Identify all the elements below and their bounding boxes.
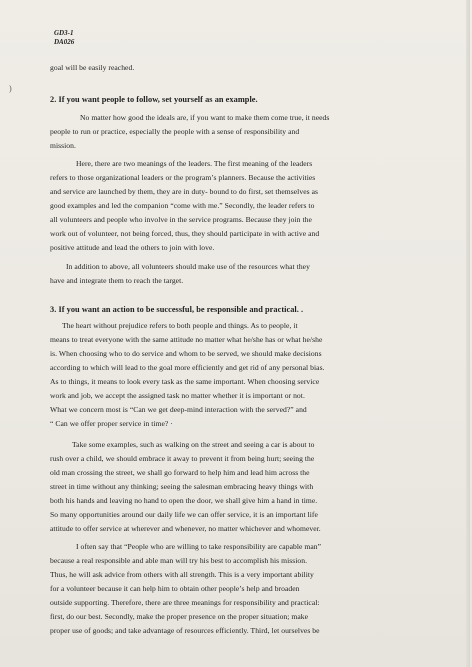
body-line: The heart without prejudice refers to both people and things. As to people, it [62, 321, 298, 330]
body-line: have and integrate them to reach the target. [50, 276, 184, 285]
section-heading-3: 3. If you want an action to be successful, be responsible and practical. . [50, 305, 304, 314]
body-line: street in time without any thinking; seeing the salesman embracing heavy things with [50, 482, 314, 491]
body-line: Here, there are two meanings of the leaders. The first meaning of the leaders [76, 159, 313, 168]
body-line: In addition to above, all volunteers should make use of the resources what they [66, 262, 310, 271]
section-heading-2: 2. If you want people to follow, set yourself as an example. [50, 95, 258, 104]
body-line: means to treat everyone with the same attitude no matter what he/she has or what he/she [50, 335, 323, 344]
body-line: is. When choosing who to do service and whom to be served, we should make decisions [50, 349, 322, 358]
body-line: rush over a child, we should embrace it away to prevent it from being hurt; seeing the [50, 454, 315, 463]
margin-mark: ) [9, 84, 12, 93]
body-line: “ Can we offer proper service in time? · [50, 419, 173, 428]
body-line: Thus, he will ask advice from others with all strength. This is a very important ability [50, 570, 314, 579]
body-line: for a volunteer because it can help him to obtain other people’s help and broaden [50, 584, 300, 593]
body-line: both his hands and leaving no hand to open the door, we shall give him a hand in time. [50, 496, 318, 505]
body-line: according to which will lead to the goal more efficiently and get rid of any personal bias. [50, 363, 325, 372]
body-line: No matter how good the ideals are, if you want to make them come true, it needs [80, 113, 330, 122]
body-line: first, do our best. Secondly, make the proper presence on the proper situation; make [50, 612, 309, 621]
body-line: proper use of goods; and take advantage of resources efficiently. Third, let ourselves be [50, 626, 320, 635]
body-line: attitude to offer service at wherever and whenever, no matter whichever and whomever. [50, 524, 321, 533]
body-line: because a real responsible and able man will try his best to accomplish his mission. [50, 556, 308, 565]
body-line: good examples and led the companion “come with me.” Secondly, the leader refers to [50, 201, 315, 210]
body-line: What we concern most is “Can we get deep-mind interaction with the served?” and [50, 405, 307, 414]
body-line: mission. [50, 141, 76, 150]
body-line: As to things, it means to look every task as the same important. When choosing service [50, 377, 320, 386]
body-line: positive attitude and lead the others to join with love. [50, 243, 215, 252]
body-line: outside supporting. Therefore, there are three meanings for responsibility and practical: [50, 598, 320, 607]
body-line: So many opportunities around our daily life we can offer service, it is an important life [50, 510, 318, 519]
doc-code-1: GD3-1 [54, 29, 74, 37]
body-line: all volunteers and people who involve in the service programs. Because they join the [50, 215, 312, 224]
body-line: goal will be easily reached. [50, 63, 135, 72]
body-line: people to run or practice, especially the people with a sense of responsibility and [50, 127, 300, 136]
body-line: I often say that “People who are willing to take responsibility are capable man” [76, 542, 322, 551]
doc-code-2: DA026 [54, 38, 75, 46]
body-line: work and job, we accept the assigned task no matter whether it is important or not. [50, 391, 305, 400]
body-line: refers to those organizational leaders or the program’s planners. Because the activities [50, 173, 316, 182]
body-line: work out of volunteer, not being forced, thus, they should participate in with active and [50, 229, 320, 238]
body-line: Take some examples, such as walking on the street and seeing a car is about to [72, 440, 315, 449]
page-edge-shadow [466, 0, 470, 667]
body-line: and service are launched by them, they are in duty- bound to do first, set themselves as [50, 187, 318, 196]
body-line: old man crossing the street, we shall go forward to help him and lead him across the [50, 468, 310, 477]
